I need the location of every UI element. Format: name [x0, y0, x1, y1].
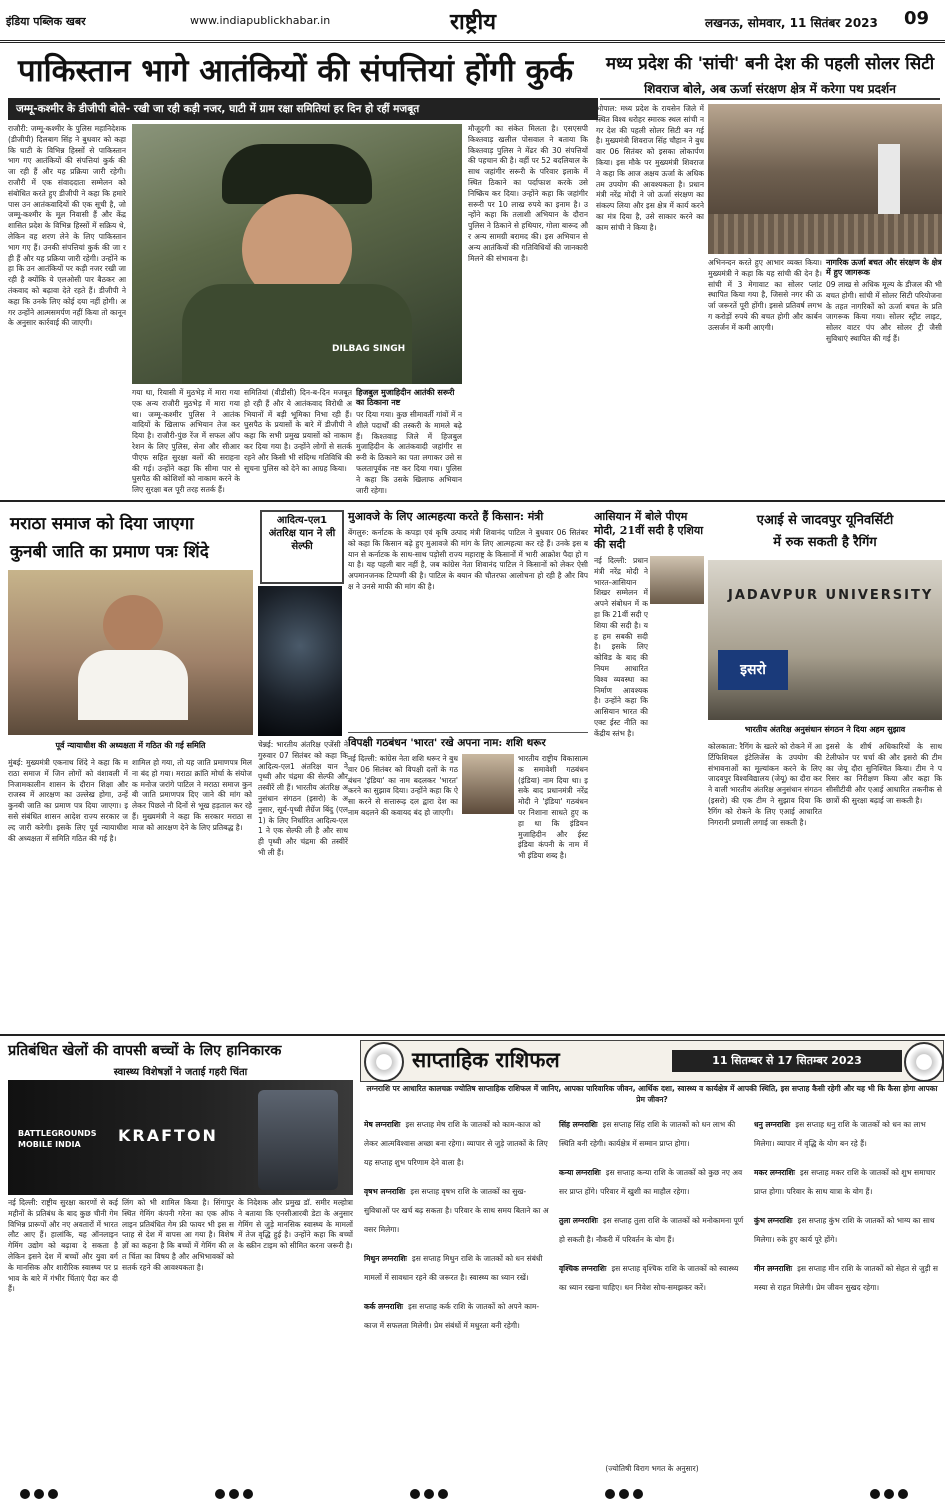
sign-name: मेष लग्नराशिः: [364, 1120, 401, 1129]
sign-name: कन्या लग्नराशिः: [559, 1168, 601, 1177]
ai-headline-2: में रुक सकती है रैगिंग: [773, 535, 877, 550]
sign-name: वृषभ लग्नराशिः: [364, 1187, 406, 1196]
sign-name: मिथुन लग्नराशिः: [364, 1254, 407, 1263]
brand-name: इंडिया पब्लिक खबर: [6, 15, 86, 28]
solar-subhead: शिवराज बोले, अब ऊर्जा संरक्षण क्षेत्र में करेगा पथ प्रदर्शन: [644, 82, 896, 96]
games-headline: प्रतिबंधित खेलों की वापसी बच्चों के लिए हानिकारक: [8, 1042, 282, 1059]
story1-col3: गया था, रियासी में मुठभेड़ में मारा गया एक अन्य राजौरी मुठभेड़ में मारा गया था। जम्मू-कश्मीर पुलिस ने आतंकवादियों के खिलाफ अभियान तेज कर दिया है। राजौरी-पुंछ रेंज में सफल ऑपरेशन के लिए पुलिस, सेना और सीआरपीएफ सहित सुरक्षा बलों की सराहना की गई। उन्होंने कहा कि सीमा पार से घुसपैठ की कोशिशों को नाकाम करने के लिए सुरक्षा बल पूरी तरह सतर्क हैं।: [132, 388, 240, 494]
sign-text: इस सप्ताह वृषभ राशि के जातकों का सुख-सुविधाओं पर खर्च बढ़ सकता है। परिवार के साथ समय बिताने का अवसर मिलेगा।: [364, 1187, 549, 1234]
solar-headline: मध्य प्रदेश की 'सांची' बनी देश की पहली सोलर सिटी: [605, 54, 935, 74]
asean-headline: आसियान में बोले पीएम मोदी, 21वीं सदी है एशिया की सदी: [594, 510, 704, 551]
section-title: राष्ट्रीय: [450, 9, 497, 35]
maratha-caption: पूर्व न्यायाधीश की अध्यक्षता में गठित की गई समिति: [55, 741, 206, 750]
sign-name: धनु लग्नराशिः: [754, 1120, 791, 1129]
sign-name: कुंभ लग्नराशिः: [754, 1216, 793, 1225]
ai-col2: इससे के शीर्ष अधिकारियों के साथ टेलीफोन पर चर्चा की और इसरो की टीम का जेयू दौरा सुनिश्चित किया। टीम ने परिसर का निरीक्षण किया और कहा कि सीसीटीवी और एआई आधारित तकनीक से छात्रों की सुरक्षा बढ़ाई जा सकती है।: [826, 742, 942, 805]
section-divider-2: [0, 1034, 945, 1036]
story1-col5: पर दिया गया। कुछ सीमावर्ती गांवों में नशीले पदार्थों की तस्करी के मामले बढ़े हैं। किश्तवाड़ जिले में हिजबुल मुजाहिदीन के आतंकवादी जहांगीर सरूरी के ठिकाने का पता लगाकर उसे सफलतापूर्वक नष्ट कर दिया गया। पुलिस ने कहा कि उसके खिलाफ अभियान जारी रहेगा।: [356, 410, 462, 494]
krafton-logo: KRAFTON: [118, 1126, 218, 1145]
sign-aquarius: [754, 1208, 940, 1246]
maratha-col2: शामिल हो गया, तो यह जाति प्रमाणपत्र मिलना बंद हो गया। मराठा क्रांति मोर्चा के संयोजक मनोज जरांगे पाटिल ने मराठा समाज कुनबी जाति प्रमाणपत्र दिए जाने की मांग को लेकर पिछले नौ दिनों से भूख हड़ताल कर रहे हैं। मुख्यमंत्री ने कहा कि सरकार मराठा समाज को आरक्षण देने के लिए प्रतिबद्ध है।: [132, 758, 252, 832]
tharoor-col2: भारतीय राष्ट्रीय विकासात्मक समावेशी गठबंधन (इंडिया) नाम दिया था। इसके बाद प्रधानमंत्री नरेंद्र मोदी ने 'इंडिया' गठबंधन पर निशाना साधते हुए कहा था कि इंडियन मुजाहिदीन और ईस्ट इंडिया कंपनी के नाम में भी इंडिया शब्द है।: [518, 754, 588, 861]
sign-sagittarius: [754, 1112, 940, 1150]
sign-text: इस सप्ताह कुंभ राशि के जातकों को भाग्य का साथ मिलेगा। रुके हुए कार्य पूरे होंगे।: [754, 1216, 935, 1244]
tharoor-photo: [462, 754, 514, 814]
games-subhead: स्वास्थ्य विशेषज्ञों ने जताई गहरी चिंता: [113, 1067, 248, 1078]
horoscope-intro: लग्नराशि पर आधारित कालचक्र ज्योतिष साप्ताहिक राशिफल में जानिए, आपका पारिवारिक जीवन, आर्थिक दशा, स्वास्थ्य व कार्यक्षेत्र में आपकी स्थिति, इस सप्ताह कैसी रहेगी और यह भी कि कैसा होगा आपका प्रेम जीवन?: [366, 1084, 938, 1104]
section-divider: [0, 500, 945, 502]
sign-text: इस सप्ताह वृश्चिक राशि के जातकों को स्वास्थ्य का ध्यान रखना चाहिए। धन निवेश सोच-समझकर करें।: [559, 1264, 739, 1292]
games-photo: [8, 1080, 353, 1195]
sign-name: मीन लग्नराशिः: [754, 1264, 793, 1273]
isro-logo-text: इसरो: [740, 662, 766, 678]
solar-col1: भोपाल: मध्य प्रदेश के रायसेन जिले में स्थित विश्व धरोहर स्मारक स्थल सांची नगर देश की पहली सोलर सिटी बन गई है। मुख्यमंत्री शिवराज सिंह चौहान ने बुधवार 06 सितंबर को इसका लोकार्पण किया। इस मौके पर मुख्यमंत्री शिवराज ने कहा कि आज अक्षय ऊर्जा के अधिकतम उपयोग की आवश्यकता है। प्रधानमंत्री नरेंद्र मोदी ने जो ऊर्जा संरक्षण का संकल्प लिया और इस क्षेत्र में कार्य करने का मंत्र दिया है, उसे साकार करने का काम सांची ने किया है।: [596, 104, 704, 232]
university-sign: JADAVPUR UNIVERSITY: [728, 588, 934, 603]
sign-text: इस सप्ताह मकर राशि के जातकों को शुभ समाचार प्राप्त होगा। परिवार के साथ यात्रा के योग हैं।: [754, 1168, 936, 1196]
sign-pisces: [754, 1256, 940, 1294]
horoscope-footer: (ज्योतिषी विराग भगत के अनुसार): [605, 1464, 699, 1473]
horoscope-col-3: [754, 1112, 940, 1462]
maratha-headline-2: कुनबी जाति का प्रमाण पत्रः शिंदे: [10, 542, 209, 562]
zodiac-wheel-right: [904, 1042, 944, 1082]
site-url[interactable]: www.indiapublickhabar.in: [190, 14, 331, 27]
tharoor-headline: विपक्षी गठबंधन 'भारत' रखे अपना नाम: शशि थरूर: [348, 737, 546, 749]
sign-gemini: [364, 1246, 550, 1284]
ai-caption: भारतीय अंतरिक्ष अनुसंधान संगठन ने दिया अहम सुझाव: [744, 725, 906, 734]
sign-cancer: [364, 1294, 550, 1332]
sign-name: कर्क लग्नराशिः: [364, 1302, 404, 1311]
sign-text: इस सप्ताह कन्या राशि के जातकों को कुछ नए अवसर प्राप्त होंगे। परिवार में खुशी का माहौल रहेगा।: [559, 1168, 743, 1196]
sign-text: इस सप्ताह कर्क राशि के जातकों को अपने काम-काज में सफलता मिलेगी। प्रेम संबंधों में मधुरता बनी रहेगी।: [364, 1302, 540, 1330]
horoscope-date-range: 11 सितम्बर से 17 सितम्बर 2023: [672, 1050, 902, 1072]
games-col1: नई दिल्ली: राष्ट्रीय सुरक्षा कारणों से कई महीनों के प्रतिबंध के बाद कुछ चीनी गेम विभिन्न प्रारूपों और नए अवतारों में भारत लौट आए हैं। हालांकि, यह ऑनलाइन गेमिंग उद्योग को बढ़ावा दे सकता है लेकिन इसने देश में बच्चों और युवा वर्ग के मानसिक और शारीरिक स्वास्थ्य पर प्रभाव के बारे में गंभीर चिंताएं पैदा कर दी हैं।: [8, 1198, 118, 1294]
tharoor-divider: [348, 732, 588, 733]
page-number: 09: [904, 8, 930, 29]
solar-divider: [600, 98, 940, 100]
issue-date: लखनऊ, सोमवार, 11 सितंबर 2023: [705, 16, 878, 30]
sign-name: वृश्चिक लग्नराशिः: [559, 1264, 607, 1273]
horoscope-title: साप्ताहिक राशिफल: [412, 1047, 560, 1072]
maratha-col1: मुंबई: मुख्यमंत्री एकनाथ शिंदे ने कहा कि मराठा समाज में जिन लोगों को वंशावली में निजामकालीन शासन के दौरान शिक्षा और राजस्व में आरक्षण का उल्लेख होगा, उन्हें कुनबी जाति का प्रमाण पत्र दिया जाएगा। इससे संबंधित शासन आदेश राज्य सरकार जल्द जारी करेगी। इसके लिए पूर्व न्यायाधीश की अध्यक्षता में समिति गठित की गई है।: [8, 758, 128, 843]
solar-col3: 09 लाख से अधिक मूल्य के डीजल की भी बचत होगी। सांची में सोलर सिटी परियोजना के तहत नागरिकों को ऊर्जा बचत के प्रति जागरूक किया गया। सोलर स्ट्रीट लाइट, सोलर वाटर पंप और सोलर ट्री जैसी सुविधाएं स्थापित की गई हैं।: [826, 280, 942, 343]
story1-photo: [132, 124, 462, 384]
sign-text: इस सप्ताह सिंह राशि के जातकों को धन लाभ की स्थिति बनी रहेगी। कार्यक्षेत्र में सम्मान प्राप्त होगा।: [559, 1120, 736, 1148]
horoscope-grid: [364, 1112, 940, 1462]
solar-col2: अभिनन्दन करते हुए आभार व्यक्त किया। मुख्यमंत्री ने कहा कि यह सांची की देन है। सांची में 3 मेगावाट का सोलर प्लांट स्थापित किया गया है, जिससे नगर की ऊर्जा जरूरतें पूरी होंगी। इससे प्रतिवर्ष लगभग करोड़ों रुपये की बचत होगी और कार्बन उत्सर्जन में कमी आएगी।: [708, 258, 822, 332]
farmers-headline: मुआवजे के लिए आत्महत्या करते हैं किसान: मंत्री: [348, 510, 544, 523]
sign-text: इस सप्ताह धनु राशि के जातकों को धन का लाभ मिलेगा। व्यापार में वृद्धि के योग बन रहे हैं।: [754, 1120, 926, 1148]
horoscope-col-2: [559, 1112, 745, 1462]
maratha-photo: [8, 570, 253, 735]
sign-leo: [559, 1112, 745, 1150]
sign-text: इस सप्ताह मिथुन राशि के जातकों को धन संबंधी मामलों में सावधान रहने की जरूरत है। स्वास्थ्य का ध्यान रखें।: [364, 1254, 543, 1282]
bottom-dots-5: [870, 1484, 912, 1503]
sign-libra: [559, 1208, 745, 1246]
aditya-title-box: [260, 510, 344, 584]
bottom-dots-3: [410, 1484, 452, 1503]
maratha-headline-1: मराठा समाज को दिया जाएगा: [10, 514, 194, 534]
ai-col1: कोलकाता: रैगिंग के खतरे को रोकने में आर्टिफिशियल इंटेलिजेंस के उपयोग की संभावनाओं का मूल्यांकन करने के लिए जादवपुर विश्वविद्यालय (जेयू) का दौरा करने वाली भारतीय अंतरिक्ष अनुसंधान संगठन (इसरो) की एक टीम ने सुझाव दिया कि रैगिंग को रोकने के लिए एआई आधारित निगरानी प्रणाली लगाई जा सकती है।: [708, 742, 822, 827]
story1-col2: मौजूदगी का संकेत मिलता है। एसएसपी किश्तवाड़ खलील पोसवाल ने बताया कि किश्तवाड़ पुलिस ने मेंढर की 30 संपत्तियों की पहचान की है। वहीं पर 52 बदलियाल के साथ जहांगीर सरूरी के परिवार इलाके में स्थित ठिकाने का पर्दाफाश करके उसे निष्क्रिय कर दिया। उन्होंने कहा कि जहांगीर सरूरी पर 10 लाख रुपये का इनाम है। उन्होंने कहा कि तलाशी अभियान के दौरान पुलिस ने ठिकाने से हथियार, गोला बारूद और अन्य सामग्री बरामद की। इस अभियान से अन्य आतंकियों की गतिविधियों की जानकारी मिलने की संभावना है।: [468, 124, 588, 263]
story1-headline: पाकिस्तान भागे आतंकियों की संपत्तियां होंगी कुर्क: [18, 53, 574, 89]
horoscope-col-1: [364, 1112, 550, 1462]
tharoor-col1: नई दिल्ली: कांग्रेस नेता शशि थरूर ने बुधवार 06 सितंबर को विपक्षी दलों के गठबंधन 'इंडिया' का नाम बदलकर 'भारत' करने का सुझाव दिया। उन्होंने कहा कि ऐसा करने से सत्तारूढ़ दल द्वारा देश का नाम बदलने की कवायद बंद हो जाएगी।: [348, 754, 458, 817]
zodiac-wheel-left: [364, 1042, 404, 1082]
sign-virgo: [559, 1160, 745, 1198]
asean-photo: [650, 556, 704, 604]
farmers-body: बेंगलुरु: कर्नाटक के कपड़ा एवं कृषि उत्पाद मंत्री शिवानंद पाटिल ने बुधवार 06 सितंबर को कहा कि किसान बढ़े हुए मुआवजे की मांग के लिए आत्महत्या कर रहे हैं। उनके इस बयान से कर्नाटक के साथ-साथ पड़ोसी राज्य महाराष्ट्र के किसानों में भारी आक्रोश पैदा हो गया है। यह पहली बार नहीं है, जब कांग्रेस नेता शिवानंद पाटिल ने किसानों को लेकर ऐसी अपमानजनक टिप्पणी की है। पाटिल के बयान की चौतरफा आलोचना हो रही है और विपक्ष ने उनसे माफी की मांग की है।: [348, 528, 588, 591]
story1-col4: समितियां (वीडीसी) दिन-ब-दिन मजबूत हो रही हैं और ये आतंकवाद विरोधी अभियानों में बड़ी भूमिका निभा रही हैं। घुसपैठ के प्रयासों के बारे में डीजीपी ने कहा कि सभी प्रमुख प्रयासों को नाकाम कर दिया गया है। उन्होंने लोगों से सतर्क रहने और किसी भी संदिग्ध गतिविधि की सूचना पुलिस को देने का आग्रह किया।: [244, 388, 352, 473]
sign-scorpio: [559, 1256, 745, 1294]
sign-capricorn: [754, 1160, 940, 1198]
sign-aries: [364, 1112, 550, 1169]
story1-col5-head: हिजबुल मुजाहिदीन आतंकी सरूरी का ठिकाना नष्ट: [356, 388, 455, 407]
sign-text: इस सप्ताह तुला राशि के जातकों को मनोकामना पूर्ण हो सकती है। नौकरी में परिवर्तन के योग हैं।: [559, 1216, 744, 1244]
solar-photo: [708, 104, 942, 254]
sign-taurus: [364, 1179, 550, 1236]
sign-name: सिंह लग्नराशिः: [559, 1120, 598, 1129]
isro-logo-box: [718, 650, 788, 690]
aditya-body: चेन्नई: भारतीय अंतरिक्ष एजेंसी ने गुरुवार 07 सितंबर को कहा कि आदित्य-एल1 अंतरिक्ष यान ने पृथ्वी और चंद्रमा की सेल्फी और तस्वीरें ली हैं। भारतीय अंतरिक्ष अनुसंधान संगठन (इसरो) के अनुसार, सूर्य-पृथ्वी लैग्रेंज बिंदु (एल1) के लिए निर्धारित आदित्य-एल1 ने एक सेल्फी ली है और साथ ही पृथ्वी और चंद्रमा की तस्वीरें भी ली हैं।: [258, 740, 348, 857]
aditya-title: आदित्य-एल1 अंतरिक्ष यान ने ली सेल्फी: [268, 515, 336, 552]
bottom-dots-4: [605, 1484, 647, 1503]
game-character: [258, 1090, 338, 1190]
asean-body: नई दिल्ली: प्रधानमंत्री नरेंद्र मोदी ने भारत-आसियान शिखर सम्मेलन में अपने संबोधन में कहा कि 21वीं सदी एशिया की सदी है। यह हम सबकी सदी है। इसके लिए कोविड के बाद की नियम आधारित विश्व व्यवस्था का निर्माण आवश्यक है। उन्होंने कहा कि आसियान भारत की एक्ट ईस्ट नीति का केंद्रीय स्तंभ है।: [594, 556, 648, 738]
story1-subhead: जम्मू-कश्मीर के डीजीपी बोले- रखी जा रही कड़ी नजर, घाटी में ग्राम रक्षा समितियां हर दिन हो रहीं मजबूत: [8, 98, 598, 120]
aditya-photo: [258, 586, 342, 736]
sign-text: इस सप्ताह मीन राशि के जातकों को सेहत से जुड़ी समस्या से राहत मिलेगी। प्रेम जीवन सुखद रहेगा।: [754, 1264, 938, 1292]
sign-text: इस सप्ताह मेष राशि के जातकों को काम-काज को लेकर आत्मविश्वास अच्छा बना रहेगा। व्यापार से जुड़े जातकों के लिए यह सप्ताह शुभ परिणाम देने वाला है।: [364, 1120, 548, 1167]
ai-photo: [708, 560, 942, 720]
games-col2: लिंग को भी शामिल किया है। सिंगापुर स्थित गेमिंग कंपनी गरेना का एक ऑफलाइन प्रतिबंधित गेम फ्री फायर भी इस सप्ताह से देश में वापस आ गया है। विशेषज्ञों का कहना है कि बच्चों में गेमिंग की लत चिंता का विषय है और अभिभावकों को सतर्क रहने की आवश्यकता है।: [122, 1198, 234, 1272]
game-logo: BATTLEGROUNDS MOBILE INDIA: [18, 1129, 97, 1149]
games-col3: के निदेशक और प्रमुख डॉ. समीर मल्होत्रा ने बताया कि एनसीआरबी डेटा के अनुसार गेमिंग से जुड़े मानसिक स्वास्थ्य के मामलों में तेज वृद्धि हुई है। उन्होंने कहा कि बच्चों के स्क्रीन टाइम को सीमित करना जरूरी है।: [238, 1198, 353, 1251]
bottom-dots-2: [215, 1484, 257, 1503]
story1-col1: राजौरी: जम्मू-कश्मीर के पुलिस महानिदेशक (डीजीपी) दिलबाग सिंह ने बुधवार को कहा कि घाटी के विभिन्न हिस्सों से पाकिस्तान भाग गए आतंकियों की संपत्तियां कुर्क की जा रही हैं और यह प्रक्रिया जारी रहेगी। राजौरी में एक संवाददाता सम्मेलन को संबोधित करते हुए डीजीपी ने कहा कि हमारे पास उन आतंकवादियों की एक सूची है, जो जम्मू-कश्मीर के मूल निवासी हैं और केंद्रशासित प्रदेश के विभिन्न हिस्सों में सक्रिय थे, लेकिन वह शरण लेने के लिए पाकिस्तान भाग गए हैं। उनकी संपत्तियां कुर्क की जा रही हैं और यह प्रक्रिया जारी रहेगी। उन्होंने कहा कि उन आतंकियों पर कड़ी नजर रखी जा रही है क्योंकि ये एलओसी पार बैठकर आतंकवाद को बढ़ावा देते रहते हैं। डीजीपी ने कहा कि उनके लिए कोई दया नहीं होगी। अगर उन्होंने आत्मसमर्पण नहीं किया तो कानून के अनुसार कार्रवाई की जाएगी।: [8, 124, 126, 328]
sign-name: मकर लग्नराशिः: [754, 1168, 795, 1177]
ai-headline-1: एआई से जादवपुर यूनिवर्सिटी: [756, 513, 894, 528]
bottom-dots-1: [20, 1484, 62, 1503]
solar-col3-head: नागरिक ऊर्जा बचत और संरक्षण के क्षेत्र में हुए जागरूक: [826, 258, 942, 277]
photo-name-label: DILBAG SINGH: [332, 344, 406, 354]
sign-name: तुला लग्नराशिः: [559, 1216, 598, 1225]
